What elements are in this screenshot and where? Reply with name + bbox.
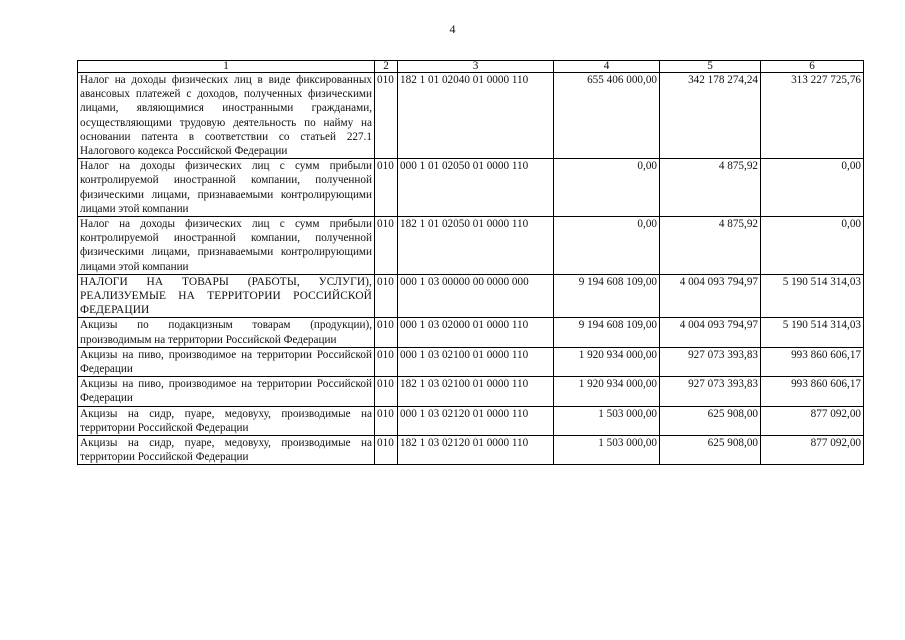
row-value-5: 625 908,00 (660, 436, 761, 465)
row-budget-code: 182 1 01 02050 01 0000 110 (398, 217, 554, 275)
row-value-5: 927 073 393,83 (660, 377, 761, 406)
row-value-4: 1 503 000,00 (554, 406, 660, 435)
row-name: Акцизы на сидр, пуаре, медовуху, производимые на территории Российской Федерации (78, 406, 375, 435)
row-budget-code: 000 1 03 02100 01 0000 110 (398, 347, 554, 376)
row-value-6: 877 092,00 (761, 436, 864, 465)
row-value-4: 0,00 (554, 217, 660, 275)
row-budget-code: 182 1 01 02040 01 0000 110 (398, 73, 554, 159)
row-value-6: 877 092,00 (761, 406, 864, 435)
row-value-6: 313 227 725,76 (761, 73, 864, 159)
row-value-4: 1 503 000,00 (554, 436, 660, 465)
row-budget-code: 000 1 03 02120 01 0000 110 (398, 406, 554, 435)
row-line-code: 010 (375, 217, 398, 275)
revenue-table (77, 60, 864, 465)
row-name: Акцизы на сидр, пуаре, медовуху, производимые на территории Российской Федерации (78, 436, 375, 465)
row-budget-code: 182 1 03 02100 01 0000 110 (398, 377, 554, 406)
row-value-6: 993 860 606,17 (761, 377, 864, 406)
row-budget-code: 000 1 03 00000 00 0000 000 (398, 274, 554, 318)
table-row (78, 436, 864, 465)
page-number: 4 (449, 22, 456, 36)
row-value-4: 9 194 608 109,00 (554, 274, 660, 318)
column-header-3: 3 (398, 61, 554, 73)
row-value-5: 4 004 093 794,97 (660, 318, 761, 347)
table-row (78, 274, 864, 318)
row-value-5: 625 908,00 (660, 406, 761, 435)
row-budget-code: 182 1 03 02120 01 0000 110 (398, 436, 554, 465)
row-value-5: 927 073 393,83 (660, 347, 761, 376)
row-line-code: 010 (375, 73, 398, 159)
column-header-4: 4 (554, 61, 660, 73)
row-value-6: 5 190 514 314,03 (761, 274, 864, 318)
row-budget-code: 000 1 01 02050 01 0000 110 (398, 159, 554, 217)
column-header-2: 2 (375, 61, 398, 73)
column-header-5: 5 (660, 61, 761, 73)
table-row (78, 318, 864, 347)
row-value-4: 1 920 934 000,00 (554, 377, 660, 406)
row-line-code: 010 (375, 347, 398, 376)
row-value-6: 0,00 (761, 217, 864, 275)
row-line-code: 010 (375, 274, 398, 318)
column-header-6: 6 (761, 61, 864, 73)
row-value-4: 0,00 (554, 159, 660, 217)
row-line-code: 010 (375, 377, 398, 406)
row-name: Акцизы на пиво, производимое на территории Российской Федерации (78, 347, 375, 376)
row-value-4: 1 920 934 000,00 (554, 347, 660, 376)
row-line-code: 010 (375, 159, 398, 217)
column-header-1: 1 (78, 61, 375, 73)
row-name: Акцизы на пиво, производимое на территории Российской Федерации (78, 377, 375, 406)
row-name: НАЛОГИ НА ТОВАРЫ (РАБОТЫ, УСЛУГИ), РЕАЛИЗУЕМЫЕ НА ТЕРРИТОРИИ РОССИЙСКОЙ ФЕДЕРАЦИИ (78, 274, 375, 318)
row-value-4: 655 406 000,00 (554, 73, 660, 159)
row-value-5: 4 875,92 (660, 217, 761, 275)
row-budget-code: 000 1 03 02000 01 0000 110 (398, 318, 554, 347)
row-value-6: 993 860 606,17 (761, 347, 864, 376)
table-row (78, 73, 864, 159)
row-name: Налог на доходы физических лиц с сумм прибыли контролируемой иностранной компании, полученной физическими лицами, признаваемыми контролирующими лицами этой компании (78, 159, 375, 217)
row-name: Налог на доходы физических лиц с сумм прибыли контролируемой иностранной компании, полученной физическими лицами, признаваемыми контролирующими лицами этой компании (78, 217, 375, 275)
row-line-code: 010 (375, 318, 398, 347)
row-value-6: 0,00 (761, 159, 864, 217)
row-line-code: 010 (375, 406, 398, 435)
row-name: Налог на доходы физических лиц в виде фиксированных авансовых платежей с доходов, полученных физическими лицами, являющимися иностранными гражданами, осуществляющими трудовую деятельность по найму на основании патента в соответствии со статьей 227.1 Налогового кодекса Российской Федерации (78, 73, 375, 159)
row-line-code: 010 (375, 436, 398, 465)
row-name: Акцизы по подакцизным товарам (продукции), производимым на территории Российской Федерации (78, 318, 375, 347)
row-value-6: 5 190 514 314,03 (761, 318, 864, 347)
table-row (78, 159, 864, 217)
column-header-row (78, 61, 864, 73)
row-value-5: 4 004 093 794,97 (660, 274, 761, 318)
table-row (78, 217, 864, 275)
row-value-5: 4 875,92 (660, 159, 761, 217)
row-value-4: 9 194 608 109,00 (554, 318, 660, 347)
table-row (78, 406, 864, 435)
table-row (78, 377, 864, 406)
row-value-5: 342 178 274,24 (660, 73, 761, 159)
table-row (78, 347, 864, 376)
